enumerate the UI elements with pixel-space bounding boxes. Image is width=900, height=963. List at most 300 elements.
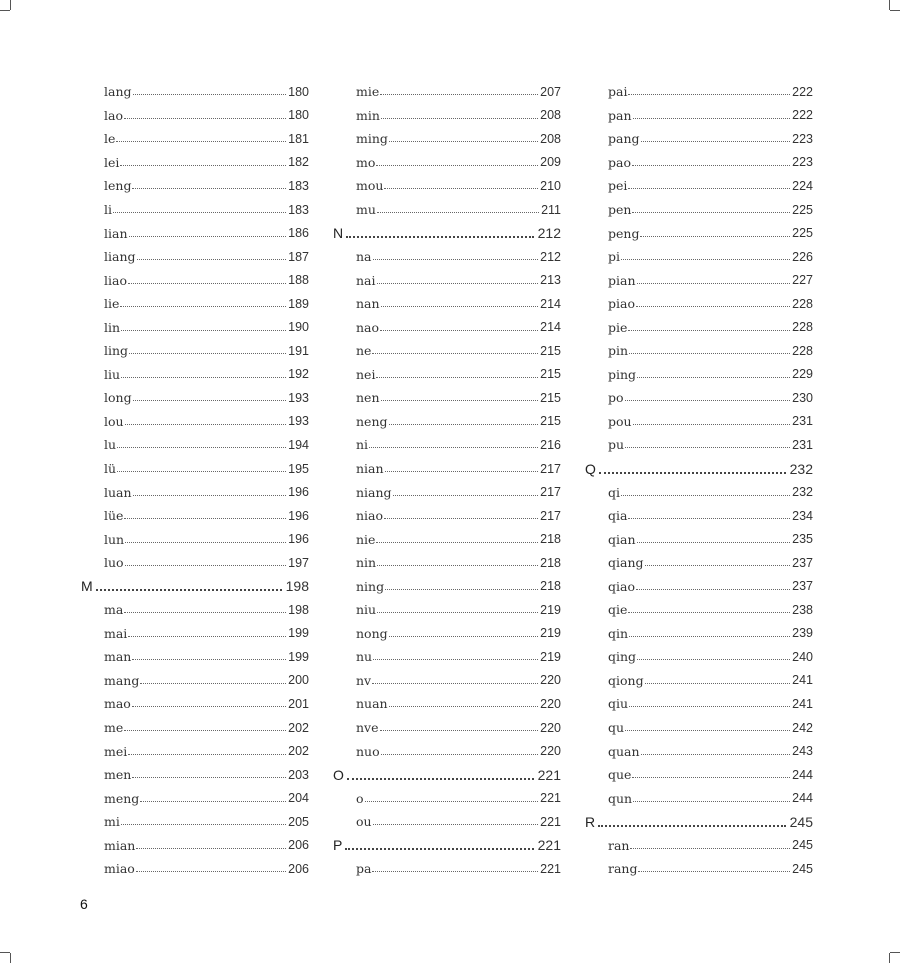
index-entry [585, 480, 813, 504]
dot-leader [372, 353, 538, 354]
page-reference: 211 [541, 202, 561, 217]
syllable-label: nie [356, 531, 376, 547]
dot-leader [136, 871, 286, 872]
letter-label: N [333, 225, 344, 242]
syllable-label: qin [608, 625, 629, 641]
page-reference: 243 [792, 744, 813, 759]
index-entry [333, 739, 561, 763]
dot-leader [393, 495, 539, 496]
page-reference: 217 [540, 461, 561, 476]
syllable-label: lu [104, 437, 117, 453]
crop-mark-top-right-v [889, 0, 890, 10]
index-entry [81, 857, 309, 881]
dot-leader [372, 683, 538, 684]
syllable-label: pie [608, 319, 628, 335]
page-reference: 188 [288, 273, 309, 288]
dot-leader [638, 871, 790, 872]
page-reference: 241 [792, 673, 813, 688]
index-entry [585, 198, 813, 222]
index-entry [81, 716, 309, 740]
page-reference: 219 [540, 602, 561, 617]
dot-leader [117, 471, 286, 472]
dot-leader [628, 330, 790, 331]
dot-leader [637, 659, 790, 660]
page-reference: 222 [792, 84, 813, 99]
page-reference: 212 [540, 249, 561, 264]
letter-label: Q [585, 460, 596, 477]
dot-leader [128, 283, 286, 284]
syllable-label: lin [104, 319, 121, 335]
index-entry [585, 245, 813, 269]
dot-leader [641, 754, 791, 755]
dot-leader [377, 565, 538, 566]
dot-leader [376, 377, 538, 378]
syllable-label: mi [104, 814, 120, 830]
dot-leader [117, 447, 286, 448]
index-entry [81, 127, 309, 151]
dot-leader [365, 801, 539, 802]
page-reference: 237 [792, 579, 813, 594]
syllable-label: pi [608, 249, 620, 265]
dot-leader [120, 165, 286, 166]
page-reference: 187 [288, 249, 309, 264]
index-entry [333, 151, 561, 175]
page-reference: 222 [792, 108, 813, 123]
syllable-label: nan [356, 296, 380, 312]
syllable-label: nuo [356, 743, 380, 759]
page-reference: 199 [288, 649, 309, 664]
page-reference: 242 [792, 720, 813, 735]
index-entry [585, 716, 813, 740]
dot-leader [389, 706, 539, 707]
page-reference: 215 [540, 390, 561, 405]
page-reference: 212 [537, 225, 561, 242]
index-entry [333, 598, 561, 622]
syllable-label: lao [104, 107, 123, 123]
index-entry [81, 433, 309, 457]
syllable-label: nao [356, 319, 380, 335]
page-reference: 232 [792, 485, 813, 500]
index-entry [81, 457, 309, 481]
index-entry [81, 669, 309, 693]
dot-leader [125, 424, 287, 425]
page-number: 6 [80, 896, 88, 912]
syllable-label: nve [356, 720, 379, 736]
dot-leader [384, 518, 538, 519]
letter-label: M [81, 578, 93, 595]
dot-leader [140, 683, 286, 684]
page-reference: 204 [288, 791, 309, 806]
syllable-label: meng [104, 790, 140, 806]
index-entry [585, 857, 813, 881]
crop-mark-top-left-h [0, 10, 10, 11]
page-reference: 183 [288, 202, 309, 217]
index-entry [81, 763, 309, 787]
index-entry [333, 127, 561, 151]
dot-leader [380, 730, 539, 731]
index-entry [333, 810, 561, 834]
index-entry [585, 127, 813, 151]
dot-leader [621, 495, 790, 496]
page-reference: 182 [288, 155, 309, 170]
dot-leader [633, 118, 791, 119]
crop-mark-top-right-h [890, 10, 900, 11]
page-reference: 213 [540, 273, 561, 288]
syllable-label: men [104, 767, 132, 783]
syllable-label: man [104, 649, 132, 665]
index-entry [81, 810, 309, 834]
dot-leader [377, 212, 539, 213]
page-reference: 228 [792, 343, 813, 358]
page-reference: 214 [540, 296, 561, 311]
syllable-label: mie [356, 84, 380, 100]
syllable-label: luan [104, 484, 132, 500]
dot-leader [621, 259, 790, 260]
syllable-label: qu [608, 720, 625, 736]
page-reference: 245 [792, 861, 813, 876]
index-letter-heading [585, 457, 813, 481]
syllable-label: nv [356, 672, 372, 688]
syllable-label: rang [608, 861, 638, 877]
dot-leader [125, 565, 287, 566]
page-reference: 240 [792, 649, 813, 664]
dot-leader [633, 424, 791, 425]
syllable-label: pang [608, 131, 640, 147]
index-entry [81, 739, 309, 763]
syllable-label: pian [608, 272, 636, 288]
index-entry [333, 80, 561, 104]
index-entry [585, 386, 813, 410]
index-letter-heading [585, 810, 813, 834]
syllable-label: nei [356, 366, 376, 382]
syllable-label: li [104, 202, 112, 217]
index-entry [333, 457, 561, 481]
page-reference: 209 [540, 155, 561, 170]
page-reference: 196 [288, 532, 309, 547]
index-entry [81, 363, 309, 387]
dot-leader [636, 306, 790, 307]
index-entry [585, 527, 813, 551]
page-reference: 196 [288, 485, 309, 500]
page-reference: 202 [288, 744, 309, 759]
syllable-label: nuan [356, 696, 388, 712]
page-reference: 235 [792, 532, 813, 547]
index-entry [333, 268, 561, 292]
syllable-label: lun [104, 531, 125, 547]
dot-leader [637, 542, 791, 543]
index-entry [81, 151, 309, 175]
page-reference: 223 [792, 131, 813, 146]
index-entry [333, 692, 561, 716]
index-entry [585, 363, 813, 387]
index-entry [81, 410, 309, 434]
syllable-label: pao [608, 154, 631, 170]
page-reference: 225 [792, 226, 813, 241]
page-reference: 218 [540, 555, 561, 570]
index-letter-heading [333, 763, 561, 787]
page-reference: 194 [288, 437, 309, 452]
index-entry [585, 315, 813, 339]
dot-leader [628, 518, 790, 519]
dot-leader [628, 612, 790, 613]
syllable-label: mai [104, 625, 128, 641]
syllable-label: ming [356, 131, 388, 147]
syllable-label: me [104, 720, 124, 736]
dot-leader [132, 706, 286, 707]
page-reference: 218 [540, 579, 561, 594]
index-entry [585, 692, 813, 716]
index-entry [585, 151, 813, 175]
dot-leader [116, 141, 286, 142]
page-reference: 201 [288, 696, 309, 711]
page-reference: 234 [792, 508, 813, 523]
index-entry [81, 645, 309, 669]
index-entry [585, 268, 813, 292]
page-reference: 200 [288, 673, 309, 688]
syllable-label: lie [104, 296, 120, 312]
dot-leader [632, 777, 790, 778]
page-reference: 190 [288, 320, 309, 335]
index-entry [333, 645, 561, 669]
page-reference: 196 [288, 508, 309, 523]
dot-leader [377, 283, 539, 284]
index-entry [333, 669, 561, 693]
page-reference: 220 [540, 673, 561, 688]
syllable-label: luo [104, 555, 124, 571]
dot-leader [637, 377, 790, 378]
page-reference: 208 [540, 131, 561, 146]
index-entry [333, 386, 561, 410]
index-entry [81, 174, 309, 198]
dot-leader [132, 659, 286, 660]
dot-leader [124, 118, 286, 119]
page-reference: 230 [792, 390, 813, 405]
index-entry [81, 198, 309, 222]
index-entry [81, 551, 309, 575]
page-reference: 238 [792, 602, 813, 617]
dot-leader [380, 94, 538, 95]
syllable-label: min [356, 107, 380, 123]
index-entry [333, 339, 561, 363]
index-entry [333, 480, 561, 504]
index-entry [585, 433, 813, 457]
page-reference: 189 [288, 296, 309, 311]
page-reference: 239 [792, 626, 813, 641]
page-reference: 221 [540, 791, 561, 806]
page-reference: 206 [288, 861, 309, 876]
syllable-label: pai [608, 84, 628, 100]
index-entry [81, 527, 309, 551]
syllable-label: nian [356, 461, 384, 477]
page-reference: 237 [792, 555, 813, 570]
dot-leader [389, 141, 538, 142]
syllable-label: nen [356, 390, 380, 406]
page-reference: 206 [288, 838, 309, 853]
syllable-label: peng [608, 225, 640, 241]
dot-leader [113, 212, 286, 213]
syllable-label: lüe [104, 508, 124, 524]
page-reference: 229 [792, 367, 813, 382]
index-entry [585, 739, 813, 763]
syllable-label: ling [104, 343, 129, 359]
index-entry [585, 622, 813, 646]
dot-leader [121, 330, 286, 331]
syllable-label: qiong [608, 672, 644, 688]
syllable-label: ping [608, 366, 637, 382]
syllable-label: liao [104, 272, 127, 288]
syllable-label: leng [104, 178, 132, 194]
dot-leader [385, 589, 538, 590]
crop-mark-bottom-right-v [889, 953, 890, 963]
dot-leader [376, 165, 538, 166]
index-entry [333, 622, 561, 646]
dot-leader [124, 612, 286, 613]
page-reference: 219 [540, 626, 561, 641]
index-entry [585, 598, 813, 622]
index-entry [81, 292, 309, 316]
page-reference: 191 [288, 343, 309, 358]
syllable-label: qian [608, 531, 636, 547]
page-reference: 195 [288, 461, 309, 476]
index-entry [81, 786, 309, 810]
syllable-label: ni [356, 437, 369, 453]
index-entry [81, 386, 309, 410]
index-letter-heading [333, 834, 561, 858]
dot-leader [381, 754, 539, 755]
page-reference: 245 [789, 813, 813, 830]
syllable-label: mao [104, 696, 131, 712]
index-letter-heading [81, 574, 309, 598]
dot-leader [598, 825, 786, 827]
page-reference: 221 [537, 837, 561, 854]
letter-label: R [585, 813, 596, 830]
dot-leader [629, 706, 790, 707]
index-entry [81, 315, 309, 339]
page-reference: 226 [792, 249, 813, 264]
syllable-label: mou [356, 178, 384, 194]
dot-leader [645, 565, 791, 566]
index-entry [585, 645, 813, 669]
syllable-label: pei [608, 178, 628, 194]
index-entry [81, 104, 309, 128]
syllable-label: pan [608, 107, 632, 123]
syllable-label: neng [356, 413, 388, 429]
syllable-label: ran [608, 837, 630, 853]
index-entry [81, 245, 309, 269]
index-entry [585, 763, 813, 787]
index-entry [585, 669, 813, 693]
dot-leader [121, 824, 286, 825]
syllable-label: ne [356, 343, 372, 359]
syllable-label: nong [356, 625, 388, 641]
page-reference: 183 [288, 178, 309, 193]
syllable-label: qia [608, 508, 628, 524]
syllable-label: liu [104, 366, 121, 382]
syllable-label: pu [608, 437, 625, 453]
page-reference: 180 [288, 84, 309, 99]
syllable-label: niu [356, 602, 377, 618]
index-entry [333, 716, 561, 740]
index-entry [333, 504, 561, 528]
dot-leader [96, 589, 282, 591]
dot-leader [381, 400, 539, 401]
index-entry [333, 551, 561, 575]
page-reference: 225 [792, 202, 813, 217]
page-reference: 215 [540, 343, 561, 358]
page-reference: 215 [540, 367, 561, 382]
dot-leader [636, 589, 790, 590]
dot-leader [630, 848, 790, 849]
page-reference: 217 [540, 485, 561, 500]
syllable-label: qiao [608, 578, 635, 594]
index-entry [333, 245, 561, 269]
syllable-label: long [104, 390, 132, 406]
index-entry [585, 786, 813, 810]
dot-leader [632, 212, 790, 213]
page-reference: 220 [540, 720, 561, 735]
page-reference: 203 [288, 767, 309, 782]
letter-label: P [333, 837, 343, 854]
dot-leader [140, 801, 286, 802]
syllable-label: ou [356, 814, 372, 830]
syllable-label: po [608, 390, 624, 406]
page-reference: 202 [288, 720, 309, 735]
page-reference: 231 [792, 437, 813, 452]
index-column-1 [81, 80, 309, 881]
index-entry [333, 574, 561, 598]
syllable-label: nin [356, 555, 377, 571]
index-entry [333, 410, 561, 434]
index-entry [585, 221, 813, 245]
syllable-label: niang [356, 484, 392, 500]
page-reference: 244 [792, 791, 813, 806]
index-entry [333, 315, 561, 339]
dot-leader [133, 400, 287, 401]
syllable-label: qing [608, 649, 637, 665]
index-entry [333, 104, 561, 128]
index-entry [81, 80, 309, 104]
index-entry [81, 834, 309, 858]
index-entry [585, 410, 813, 434]
page-reference: 220 [540, 744, 561, 759]
syllable-label: qie [608, 602, 628, 618]
page-reference: 223 [792, 155, 813, 170]
crop-mark-bottom-right-h [890, 952, 900, 953]
crop-mark-bottom-left-h [0, 952, 10, 953]
page-reference: 220 [540, 696, 561, 711]
dot-leader [133, 495, 287, 496]
page-reference: 181 [288, 131, 309, 146]
index-entry [333, 174, 561, 198]
dot-leader [373, 659, 538, 660]
page-reference: 232 [789, 460, 813, 477]
index-columns [0, 80, 900, 880]
index-letter-heading [333, 221, 561, 245]
index-entry [333, 198, 561, 222]
page-reference: 180 [288, 108, 309, 123]
syllable-label: o [356, 790, 364, 806]
syllable-label: mang [104, 672, 140, 688]
dot-leader [373, 824, 539, 825]
syllable-label: lian [104, 225, 128, 241]
dot-leader [380, 330, 538, 331]
syllable-label: na [356, 249, 372, 265]
index-entry [333, 857, 561, 881]
syllable-label: mu [356, 202, 376, 217]
dot-leader [121, 377, 286, 378]
syllable-label: nu [356, 649, 373, 665]
index-entry [585, 834, 813, 858]
